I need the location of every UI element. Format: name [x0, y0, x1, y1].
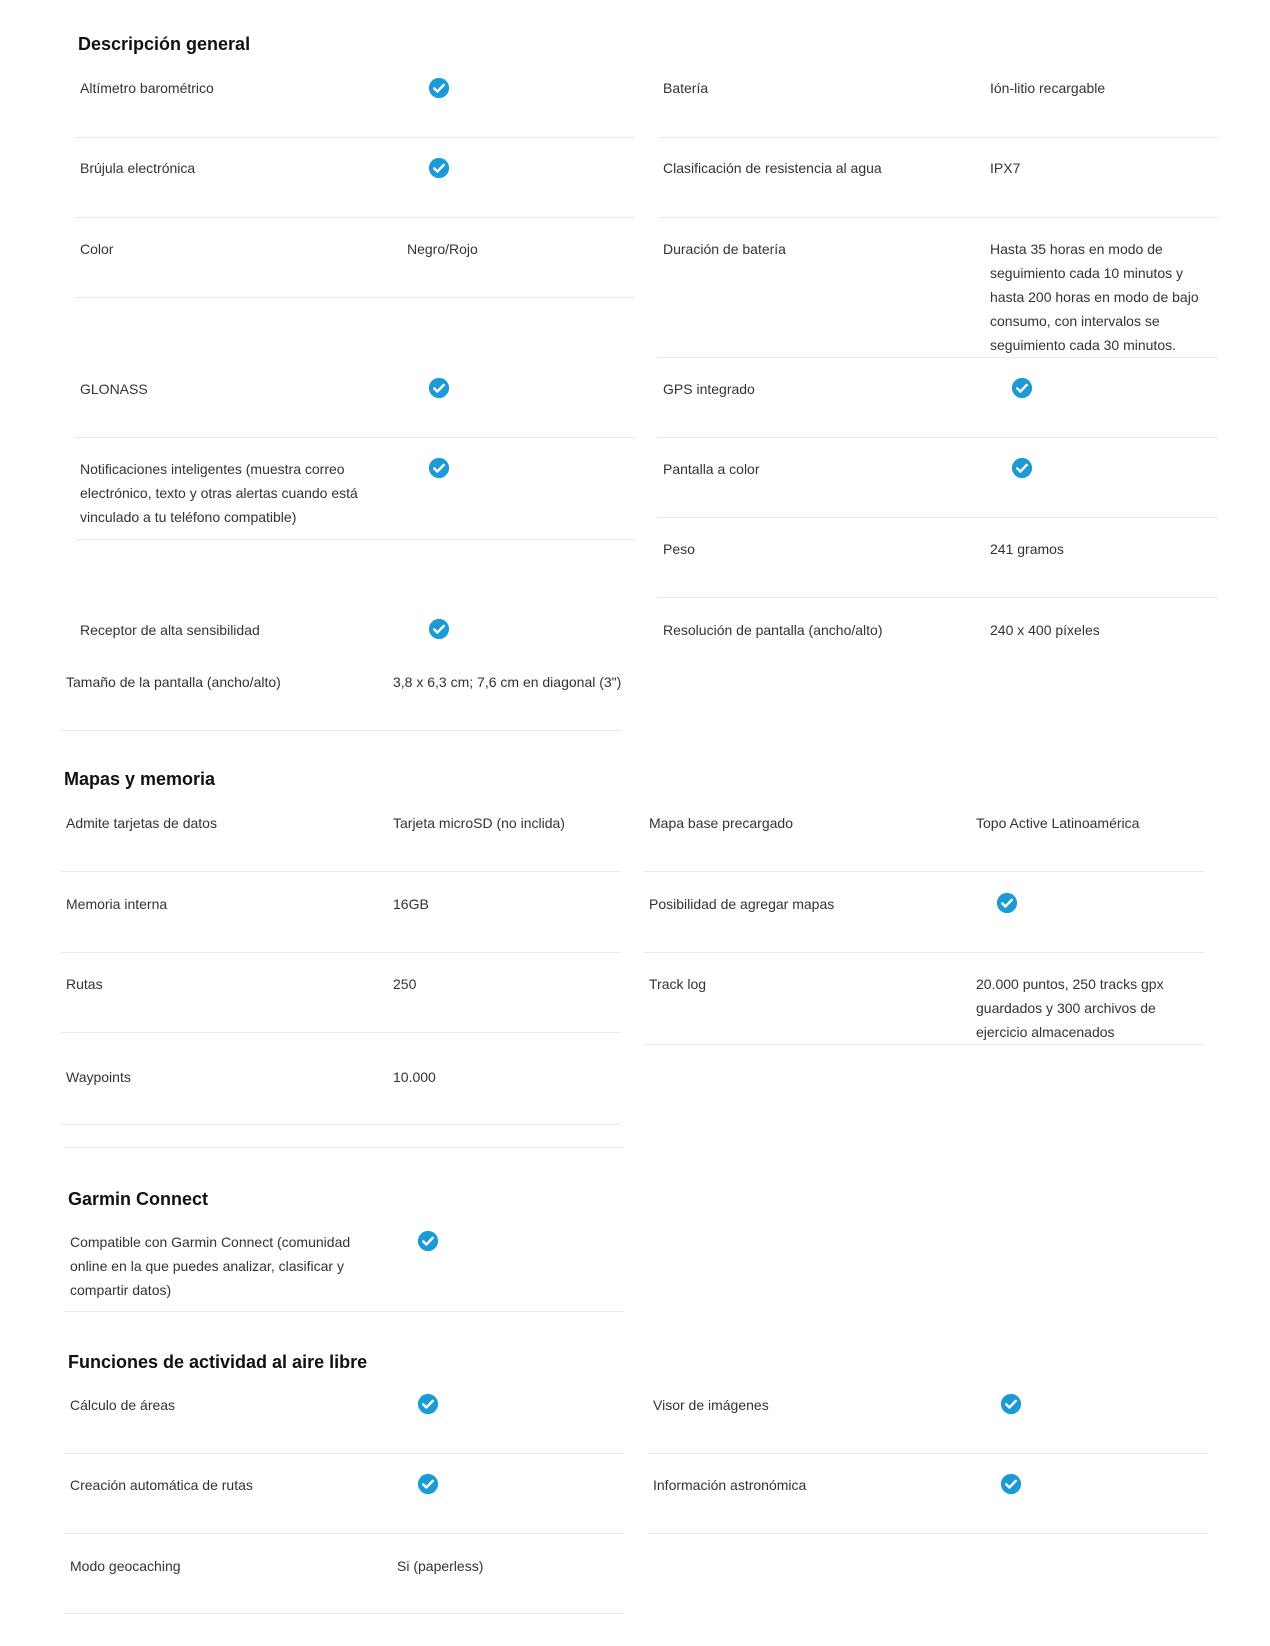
check-circle-icon [1011, 377, 1033, 399]
spec-value-memory: 16GB [393, 896, 429, 912]
check-circle-icon [417, 1473, 439, 1495]
spec-label-receiver: Receptor de alta sensibilidad [80, 622, 260, 638]
section-divider [64, 1147, 624, 1148]
spec-label-battery: Batería [663, 80, 709, 96]
row-divider [644, 952, 1204, 953]
row-divider [61, 730, 621, 731]
spec-label-screen-size: Tamaño de la pantalla (ancho/alto) [66, 674, 281, 690]
spec-value-battery: Ión-litio recargable [990, 80, 1106, 96]
spec-value-data-cards: Tarjeta microSD (no inclida) [393, 815, 565, 831]
check-circle-icon [428, 157, 450, 179]
row-divider [648, 1533, 1208, 1534]
check-circle-icon [1000, 1393, 1022, 1415]
spec-label-data-cards: Admite tarjetas de datos [66, 815, 217, 831]
check-circle-icon [417, 1393, 439, 1415]
spec-label-basemap: Mapa base precargado [649, 815, 793, 831]
row-divider [61, 871, 621, 872]
row-divider [75, 437, 635, 438]
check-circle-icon [1000, 1473, 1022, 1495]
spec-label-waypoints: Waypoints [66, 1069, 131, 1085]
spec-label-water-rating: Clasificación de resistencia al agua [663, 160, 882, 176]
spec-label-battery-life: Duración de batería [663, 241, 786, 257]
spec-value-routes: 250 [393, 976, 417, 992]
check-circle-icon [428, 77, 450, 99]
section-title-outdoor: Funciones de actividad al aire libre [68, 1352, 368, 1372]
spec-value-weight: 241 gramos [990, 541, 1064, 557]
row-divider [61, 1124, 621, 1125]
row-divider [75, 297, 635, 298]
spec-value-color: Negro/Rojo [407, 241, 478, 257]
row-divider [644, 871, 1204, 872]
spec-label-area-calc: Cálculo de áreas [70, 1397, 176, 1413]
row-divider [75, 539, 635, 540]
spec-value-screen-size: 3,8 x 6,3 cm; 7,6 cm en diagonal (3") [393, 674, 622, 690]
row-divider [648, 1453, 1208, 1454]
row-divider [75, 137, 635, 138]
spec-label-compass: Brújula electrónica [80, 160, 196, 176]
spec-label-geocaching: Modo geocaching [70, 1558, 181, 1574]
spec-value-battery-life: Hasta 35 horas en modo de seguimiento cada 10 minutos y hasta 200 horas en modo de bajo consumo, con intervalos se seguimiento cada 30 minutos. [990, 241, 1199, 353]
spec-value-waypoints: 10.000 [393, 1069, 436, 1085]
check-circle-icon [996, 892, 1018, 914]
row-divider [61, 952, 621, 953]
row-divider [658, 217, 1218, 218]
row-divider [658, 437, 1218, 438]
check-circle-icon [428, 457, 450, 479]
section-title-overview: Descripción general [78, 34, 251, 54]
spec-value-tracklog: 20.000 puntos, 250 tracks gpx guardados y 300 archivos de ejercicio almacenados [976, 976, 1164, 1040]
row-divider [75, 217, 635, 218]
row-divider [658, 517, 1218, 518]
spec-label-routes: Rutas [66, 976, 103, 992]
row-divider [64, 1453, 624, 1454]
check-circle-icon [417, 1230, 439, 1252]
check-circle-icon [428, 377, 450, 399]
spec-label-garmin-connect: Compatible con Garmin Connect (comunidad online en la que puedes analizar, clasificar y compartir datos) [70, 1234, 351, 1298]
row-divider [61, 1032, 621, 1033]
spec-label-memory: Memoria interna [66, 896, 168, 912]
section-title-maps: Mapas y memoria [64, 769, 216, 789]
row-divider [658, 137, 1218, 138]
spec-label-color: Color [80, 241, 114, 257]
spec-label-gps: GPS integrado [663, 381, 755, 397]
spec-label-notifications: Notificaciones inteligentes (muestra correo electrónico, texto y otras alertas cuando está vinculado a tu teléfono compatible) [80, 461, 358, 525]
row-divider [644, 1044, 1204, 1045]
spec-label-image-viewer: Visor de imágenes [653, 1397, 769, 1413]
spec-label-barometric: Altímetro barométrico [80, 80, 214, 96]
spec-label-astronomical: Información astronómica [653, 1477, 807, 1493]
spec-value-water-rating: IPX7 [990, 160, 1021, 176]
row-divider [64, 1533, 624, 1534]
spec-label-auto-routing: Creación automática de rutas [70, 1477, 253, 1493]
check-circle-icon [1011, 457, 1033, 479]
check-circle-icon [428, 618, 450, 640]
spec-label-tracklog: Track log [649, 976, 707, 992]
spec-label-resolution: Resolución de pantalla (ancho/alto) [663, 622, 883, 638]
section-title-garmin-connect: Garmin Connect [68, 1189, 209, 1209]
spec-value-resolution: 240 x 400 píxeles [990, 622, 1100, 638]
spec-label-add-maps: Posibilidad de agregar mapas [649, 896, 835, 912]
row-divider [64, 1613, 624, 1614]
spec-label-color-screen: Pantalla a color [663, 461, 760, 477]
spec-value-geocaching: Si (paperless) [397, 1558, 484, 1574]
row-divider [658, 597, 1218, 598]
spec-label-weight: Peso [663, 541, 695, 557]
row-divider [658, 357, 1218, 358]
spec-value-basemap: Topo Active Latinoamérica [976, 815, 1140, 831]
spec-label-glonass: GLONASS [80, 381, 148, 397]
row-divider [64, 1311, 624, 1312]
